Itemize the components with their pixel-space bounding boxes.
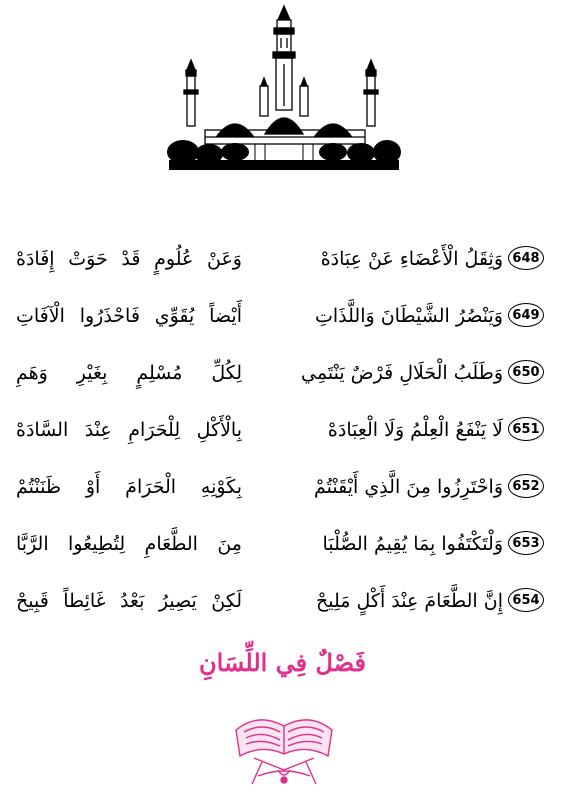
verse-row [0, 523, 565, 567]
verse-first-hemistich: وَطَلَبُ الْحَلَالِ فَرْضٌ يَنْتَمِي [301, 362, 503, 384]
quran-on-stand-icon [228, 700, 340, 790]
verse-second-hemistich: مِنَ الطَّعَامِ لِتُطِيعُوا الرَّبَّا [16, 533, 242, 555]
verse-second-hemistich: بِالْأَكْلِ لِلْحَرَامِ عِنْدَ السَّادَهْ [16, 419, 242, 441]
verse-row [0, 466, 565, 510]
verse-row [0, 580, 565, 624]
verse-first-hemistich: لَا يَنْفَعُ الْعِلْمُ وَلَا الْعِبَادَهْ [327, 419, 503, 441]
verse-first-hemistich: وَاحْتَرِزُوا مِنَ الَّذِي أَيْقَنْتُمْ [313, 476, 503, 498]
verse-number-badge: 650 [508, 360, 544, 384]
verse-number-badge: 649 [508, 303, 544, 327]
verse-second-hemistich: بِكَوْنِهِ الْحَرَامَ أَوْ ظَنَنْتُمْ [16, 476, 242, 498]
verse-first-hemistich: وَثِقَلُ الْأَعْضَاءِ عَنْ عِبَادَهْ [320, 248, 503, 270]
verse-number-badge: 653 [508, 531, 544, 555]
verse-second-hemistich: لَكِنْ يَصِيرُ بَعْدُ غَائِطاً قَبِيحْ [16, 590, 242, 612]
verse-second-hemistich: لِكُلِّ مُسْلِمٍ بِغَيْرِ وَهَمِ [16, 362, 242, 384]
verse-number-badge: 654 [508, 588, 544, 612]
verse-row [0, 352, 565, 396]
verse-row [0, 238, 565, 282]
verse-second-hemistich: أَيْضاً يُقَوِّي فَاحْذَرُوا الْآفَاتِ [16, 305, 242, 327]
verse-row [0, 295, 565, 339]
verse-number-badge: 652 [508, 474, 544, 498]
verse-first-hemistich: وَيَنْصُرُ الشَّيْطَانَ وَاللَّذَاتِ [315, 305, 503, 327]
mosque-icon [165, 2, 403, 180]
verse-second-hemistich: وَعَنْ عُلُومٍ قَدْ حَوَتْ إِفَادَهْ [16, 248, 242, 270]
verse-number-badge: 648 [508, 246, 544, 270]
verse-first-hemistich: إِنَّ الطَّعَامَ عِنْدَ أَكْلٍ مَلِيحْ [316, 590, 503, 612]
verse-row [0, 409, 565, 453]
verse-first-hemistich: وَلْتَكْتَفُوا بِمَا يُقِيمُ الصُّلْبَا [322, 533, 503, 555]
verse-number-badge: 651 [508, 417, 544, 441]
section-title: فَصْلٌ فِي اللِّسَانِ [199, 648, 366, 677]
